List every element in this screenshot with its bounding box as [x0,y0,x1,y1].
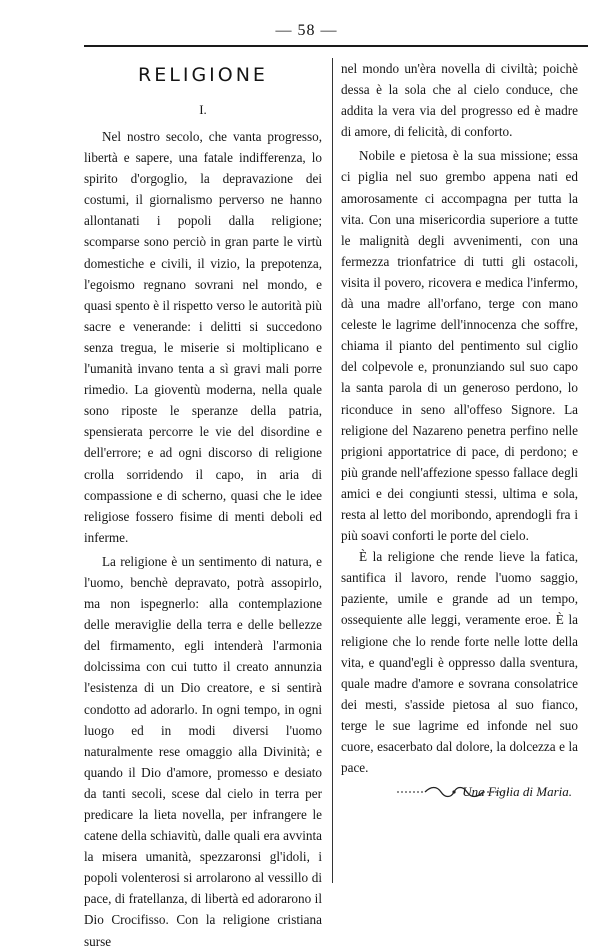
paragraph-3: Nobile e pietosa è la sua missione; essa ci piglia nel suo grembo appena nati ed amorosamente ci accompagna per tutta la vita. Con una misericordia superiore a tutte le malignità degli avvenimenti, con una fermezza trionfatrice di tutti gli ostacoli, visita il povero, ricovera e medica l'infermo, dà una madre all'orfano, terge con mano celeste le lagrime dell'innocenza che soffre, chiama il pianto del pentimento sul ciglio del colpevole e, pronunziando sul suo capo la santa parola di un generoso perdono, lo riconduce in seno all'offeso Signore. La religione del Nazareno penetra perfino nelle prigioni apportatrice di pace, di perdono; e più grande nell'affezione spesso fallace degli amici e dei congiunti stessi, ultima e sola, resta al letto del moribondo, aprendogli fra i più soavi conforti le porte del cielo. [341,148,578,544]
paragraph-2-continuation: nel mondo un'èra novella di civiltà; poichè dessa è la sola che al cielo conduce, che addita la vera via del progresso ed è madre di amore, di felicità, di conforto. [341,61,578,140]
column-divider [332,58,333,883]
signature: Una Figlia di Maria. [462,784,572,800]
paragraph-2: La religione è un sentimento di natura, e l'uomo, benchè depravato, potrà assopirlo, ma non ispegnerlo: alla contemplazione delle meraviglie della terra e delle bellezze del firmamento, egli intenderà l'armonia dolcissima con cui tutto il creato annunzia l'esistenza di un Dio creatore, e si sentirà condotto ad adorarlo. In ogni tempo, in ogni luogo ed in modi diversi l'uomo naturalmente rese omaggio alla Divinità; e quando il Dio d'amore, promesso e desiato da tanti secoli, scese dal cielo in terra per predicare la lieta novella, per infrangere le catene della schiavitù, dalle quali era avvinta la misera umanità, spezzaronsi gl'idoli, i popoli volenterosi si arrolarono al vessillo di pace, di fratellanza, di libertà ed adorarono il Dio Crocifisso. Con la religione cristiana surse [84,553,322,949]
header-rule [84,45,588,47]
article-title: RELIGIONE [138,64,268,86]
paragraph-1: Nel nostro secolo, che vanta progresso, libertà e sapere, una fatale indifferenza, lo spirito d'orgoglio, la depravazione dei costumi, il giornalismo perverso ne hanno allontanati i popoli dalla religione; scomparse sono perciò in gran parte le virtù domestiche e civili, il vizio, la prepotenza, l'egoismo regnano sovrani nel mondo, e quasi spento è il rispetto verso le autorità più sacre e venerande: i delitti si succedono senza tregua, le miserie si moltiplicano e l'umanità invano tenta a sì gravi mali porre rimedio. La gioventù moderna, nella quale sono riposte le speranze della patria, spensierata percorre le vie del disordine e dell'errore; e ad ogni discorso di religione crolla sorridendo il capo, in aria di compassione e di scherno, quasi che le idee religiose fossero fisime di menti deboli ed inferme. [84,129,322,545]
section-numeral: I. [199,102,207,117]
paragraph-4: È la religione che rende lieve la fatica, santifica il lavoro, rende l'uomo saggio, paziente, umile e grande ad un tempo, ossequiente alle leggi, veramente eroe. È la religione che lo rende forte nelle lotte della vita, e quand'egli è oppresso dalla sventura, quale madre d'amore e sovrana consolatrice dei mesti, s'asside pietosa al suo fianco, terge le sue lagrime ed infonde nel suo cuore, esacerbato dal dolore, la dolcezza e la pace. [341,549,578,776]
right-column [341,58,578,802]
ornament-divider [395,784,513,800]
left-column [84,58,322,952]
page-number: — 58 — [275,22,338,39]
